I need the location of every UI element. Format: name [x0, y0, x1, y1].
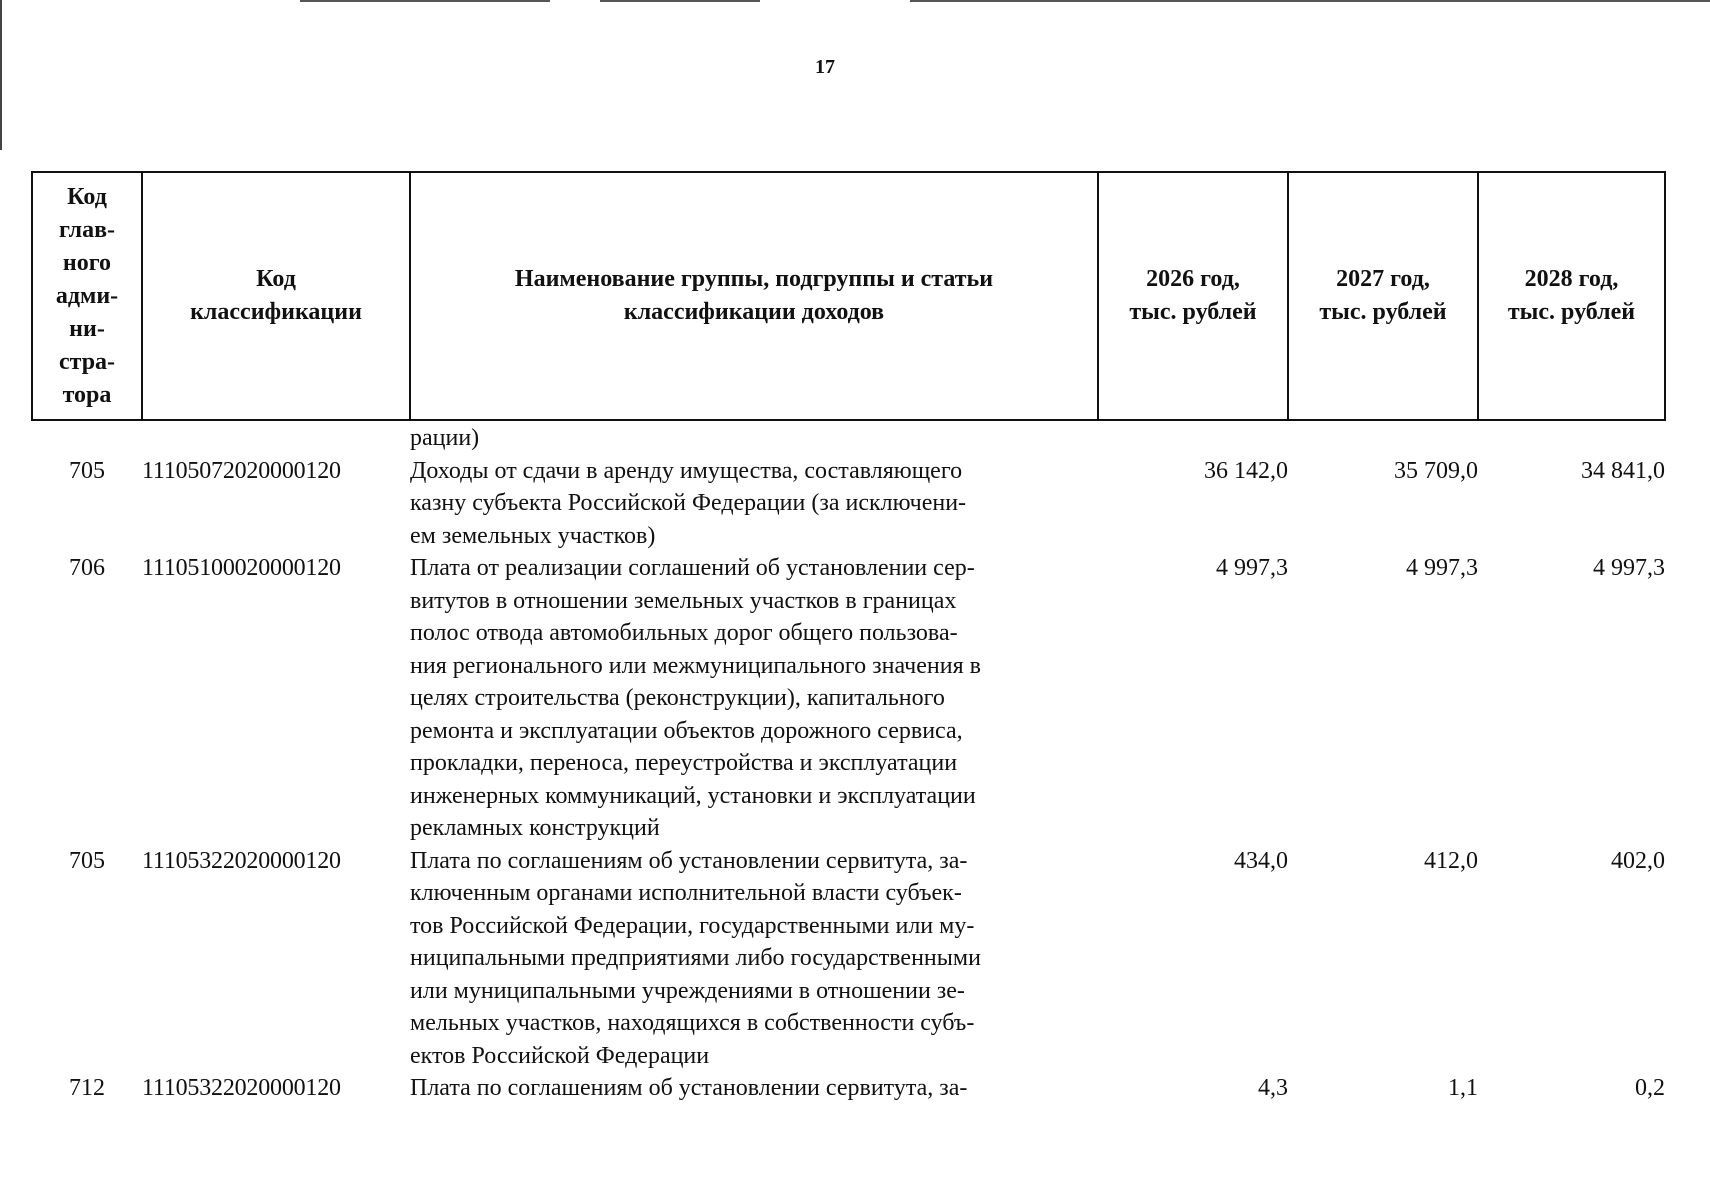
revenue-table [31, 171, 1666, 1105]
text-line: ни- [69, 315, 105, 342]
text-line: Наименование группы, подгруппы и статьи [514, 266, 994, 292]
text-line: полос отвода автомобильных дорог общего пользова- [410, 620, 958, 646]
table-row [32, 420, 1665, 455]
table-row [32, 845, 1665, 1073]
text-line: ектов Российской Федерации [410, 1042, 710, 1069]
amount-2027-cell: 4 997,3 [1406, 555, 1478, 581]
text-line: ремонта и эксплуатации объектов дорожного сервиса, [410, 717, 963, 744]
text-line: ем земельных участков) [410, 522, 656, 549]
table-header [32, 172, 1665, 420]
amount-2028-cell: 402,0 [1611, 847, 1665, 874]
text-line: классификации [190, 299, 362, 325]
text-line: ного [62, 249, 112, 276]
text-line: глав- [58, 216, 116, 243]
amount-2028-cell: 34 841,0 [1581, 457, 1665, 484]
text-line: казну субъекта Российской Федерации (за исключени- [410, 490, 967, 516]
amount-2027-cell: 1,1 [1448, 1075, 1478, 1101]
revenue-name-cell [410, 845, 1098, 1073]
admin-code-cell: 705 [69, 847, 105, 874]
text-line: Код [256, 266, 296, 292]
admin-code-cell [32, 420, 142, 455]
table-row [32, 455, 1665, 553]
text-line: целях строительства (реконструкции), капитального [410, 685, 945, 711]
admin-code-cell: 712 [69, 1075, 105, 1101]
text-line: или муниципальными учреждениями в отношении зе- [410, 977, 965, 1004]
classification-code-cell: 11105072020000120 [142, 457, 341, 484]
header-year-2027 [1288, 172, 1478, 420]
revenue-name-cell [410, 455, 1098, 553]
text-line: 2027 год, [1336, 266, 1430, 292]
header-year-2028 [1478, 172, 1665, 420]
amount-2026-cell: 36 142,0 [1204, 457, 1288, 484]
text-line: инженерных коммуникаций, установки и эксплуатации [410, 782, 976, 809]
text-line: тыс. рублей [1507, 299, 1636, 325]
amount-2028-cell: 4 997,3 [1593, 555, 1665, 581]
text-line: Код [67, 183, 107, 210]
text-line: классификации доходов [623, 299, 885, 325]
revenue-name-cell [410, 420, 1098, 455]
header-classification-code [142, 172, 410, 420]
text-line: ния регионального или межмуниципального значения в [410, 652, 981, 679]
header-admin-code [32, 172, 142, 420]
text-line: прокладки, переноса, переустройства и эксплуатации [410, 750, 958, 776]
text-line: тора [62, 381, 112, 408]
amount-2027-cell: 412,0 [1424, 847, 1478, 874]
amount-2026-cell [1098, 420, 1288, 455]
amount-2026-cell: 4,3 [1258, 1075, 1288, 1101]
scan-edge-top [0, 0, 1710, 3]
page-number: 17 [815, 56, 835, 78]
amount-2026-cell: 434,0 [1234, 847, 1288, 874]
table-row [32, 552, 1665, 845]
text-line: стра- [58, 348, 116, 375]
amount-2028-cell: 0,2 [1635, 1075, 1665, 1101]
text-line: витутов в отношении земельных участков в границах [410, 587, 957, 614]
text-line: тыс. рублей [1129, 299, 1257, 325]
classification-code-cell: 11105322020000120 [142, 1075, 341, 1101]
amount-2027-cell: 35 709,0 [1394, 457, 1478, 484]
text-line: ниципальными предприятиями либо государственными [410, 945, 981, 971]
revenue-name-cell [410, 552, 1098, 845]
text-line: адми- [55, 282, 119, 309]
amount-2026-cell: 4 997,3 [1216, 555, 1288, 581]
amount-2027-cell [1288, 420, 1478, 455]
text-line: Плата по соглашениям об установлении сервитута, за- [410, 1075, 968, 1101]
text-line: рации) [410, 425, 480, 451]
text-line: Плата от реализации соглашений об установлении сер- [410, 555, 975, 581]
admin-code-cell: 706 [69, 555, 105, 581]
revenue-name-cell [410, 1072, 1098, 1105]
text-line: рекламных конструкций [410, 815, 660, 841]
admin-code-cell: 705 [69, 457, 105, 484]
text-line: Плата по соглашениям об установлении сервитута, за- [410, 847, 968, 874]
text-line: тов Российской Федерации, государственными или му- [410, 912, 975, 939]
text-line: Доходы от сдачи в аренду имущества, составляющего [410, 457, 963, 484]
text-line: 2028 год, [1524, 266, 1619, 292]
text-line: тыс. рублей [1319, 299, 1447, 325]
table-body [32, 420, 1665, 1105]
text-line: ключенным органами исполнительной власти субъек- [410, 880, 962, 906]
header-revenue-name [410, 172, 1098, 420]
classification-code-cell: 11105322020000120 [142, 847, 341, 874]
classification-code-cell: 11105100020000120 [142, 555, 341, 581]
header-year-2026 [1098, 172, 1288, 420]
table-row [32, 1072, 1665, 1105]
text-line: 2026 год, [1146, 266, 1240, 292]
amount-2028-cell [1478, 420, 1665, 455]
classification-code-cell [142, 420, 410, 455]
text-line: мельных участков, находящихся в собственности субъ- [410, 1010, 975, 1036]
